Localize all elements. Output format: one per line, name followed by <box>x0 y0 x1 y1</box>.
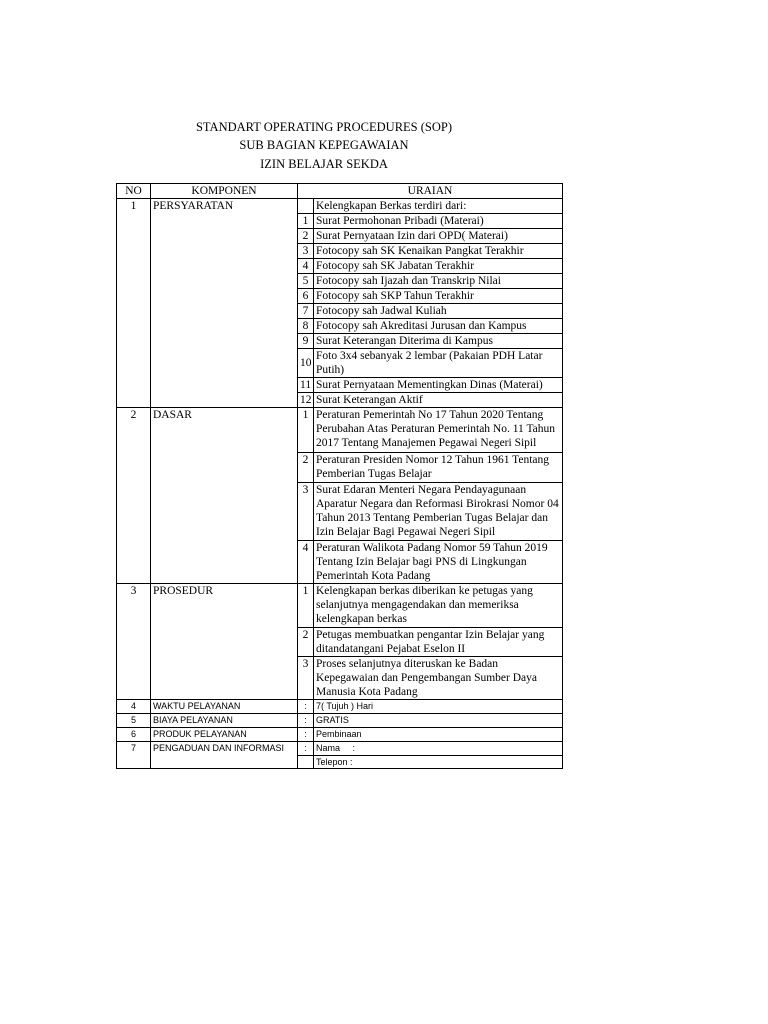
item-text: Surat Keterangan Diterima di Kampus <box>314 334 563 349</box>
document-subject: IZIN BELAJAR SEKDA <box>260 157 388 171</box>
row-number: 5 <box>117 714 151 728</box>
row-komponen: PERSYARATAN <box>151 199 298 408</box>
table-row <box>117 199 563 214</box>
item-number: 1 <box>298 408 314 453</box>
table-row <box>117 742 563 756</box>
row-komponen: DASAR <box>151 408 298 584</box>
item-number: 3 <box>298 483 314 541</box>
row-value: Telepon : <box>314 755 563 769</box>
item-text: Surat Pernyataan Mementingkan Dinas (Materai) <box>314 378 563 393</box>
table-row <box>117 714 563 728</box>
item-text: Fotocopy sah Akreditasi Jurusan dan Kampus <box>314 319 563 334</box>
item-number: 7 <box>298 304 314 319</box>
row-komponen: BIAYA PELAYANAN <box>151 714 298 728</box>
sop-table <box>116 183 563 769</box>
item-text: Surat Permohonan Pribadi (Materai) <box>314 214 563 229</box>
row-value: GRATIS <box>314 714 563 728</box>
header-uraian: URAIAN <box>298 184 563 199</box>
row-value: Nama : <box>314 742 563 756</box>
row-number: 7 <box>117 742 151 769</box>
item-text: Foto 3x4 sebanyak 2 lembar (Pakaian PDH Latar Putih) <box>314 349 563 378</box>
row-number: 2 <box>117 408 151 584</box>
item-text: Fotocopy sah SKP Tahun Terakhir <box>314 289 563 304</box>
item-text: Peraturan Presiden Nomor 12 Tahun 1961 Tentang Pemberian Tugas Belajar <box>314 453 563 483</box>
row-separator: : <box>298 714 314 728</box>
item-text: Surat Pernyataan Izin dari OPD( Materai) <box>314 229 563 244</box>
table-row <box>117 728 563 742</box>
row-number: 4 <box>117 700 151 714</box>
item-number: 2 <box>298 628 314 657</box>
item-text: Fotocopy sah Ijazah dan Transkrip Nilai <box>314 274 563 289</box>
row-separator: : <box>298 700 314 714</box>
row-number: 1 <box>117 199 151 408</box>
item-text: Peraturan Pemerintah No 17 Tahun 2020 Tentang Perubahan Atas Peraturan Pemerintah No. 11 Tahun 2017 Tentang Manajemen Pegawai Negeri Sipil <box>314 408 563 453</box>
item-text: Kelengkapan berkas diberikan ke petugas yang selanjutnya mengagendakan dan memeriksa kelengkapan berkas <box>314 584 563 628</box>
row-separator: : <box>298 728 314 742</box>
row-komponen: PENGADUAN DAN INFORMASI <box>151 742 298 769</box>
item-number: 5 <box>298 274 314 289</box>
item-text: Surat Edaran Menteri Negara Pendayagunaan Aparatur Negara dan Reformasi Birokrasi Nomor 04 Tahun 2013 Tentang Pemberian Tugas Belajar dan Izin Belajar Bagi Pegawai Negeri Sipil <box>314 483 563 541</box>
item-number: 6 <box>298 289 314 304</box>
item-number: 12 <box>298 393 314 408</box>
row-komponen: PROSEDUR <box>151 584 298 700</box>
row-value: 7( Tujuh ) Hari <box>314 700 563 714</box>
row-number: 3 <box>117 584 151 700</box>
item-number: 3 <box>298 244 314 259</box>
table-row <box>117 700 563 714</box>
row-number: 6 <box>117 728 151 742</box>
row-separator <box>298 755 314 769</box>
item-number: 11 <box>298 378 314 393</box>
item-number: 1 <box>298 584 314 628</box>
item-text: Fotocopy sah SK Jabatan Terakhir <box>314 259 563 274</box>
item-text: Petugas membuatkan pengantar Izin Belajar yang ditandatangani Pejabat Eselon II <box>314 628 563 657</box>
item-number <box>298 199 314 214</box>
document-title: STANDART OPERATING PROCEDURES (SOP) <box>195 120 453 134</box>
item-number: 1 <box>298 214 314 229</box>
item-text: Proses selanjutnya diteruskan ke Badan Kepegawaian dan Pengembangan Sumber Daya Manusia Kota Padang <box>314 657 563 700</box>
header-no: NO <box>117 184 151 199</box>
item-number: 4 <box>298 259 314 274</box>
row-komponen: WAKTU PELAYANAN <box>151 700 298 714</box>
item-number: 10 <box>298 349 314 378</box>
item-number: 2 <box>298 453 314 483</box>
item-number: 8 <box>298 319 314 334</box>
row-komponen: PRODUK PELAYANAN <box>151 728 298 742</box>
table-header-row <box>117 184 563 199</box>
list-item <box>117 584 563 628</box>
row-value: Pembinaan <box>314 728 563 742</box>
document-subtitle: SUB BAGIAN KEPEGAWAIAN <box>239 138 409 152</box>
item-number: 9 <box>298 334 314 349</box>
header-komponen: KOMPONEN <box>151 184 298 199</box>
item-number: 2 <box>298 229 314 244</box>
item-text: Peraturan Walikota Padang Nomor 59 Tahun 2019 Tentang Izin Belajar bagi PNS di Lingkungan Pemerintah Kota Padang <box>314 541 563 584</box>
item-text: Surat Keterangan Aktif <box>314 393 563 408</box>
item-text: Fotocopy sah SK Kenaikan Pangkat Terakhir <box>314 244 563 259</box>
row-separator: : <box>298 742 314 756</box>
item-text: Fotocopy sah Jadwal Kuliah <box>314 304 563 319</box>
item-number: 3 <box>298 657 314 700</box>
list-item <box>117 408 563 453</box>
item-text: Kelengkapan Berkas terdiri dari: <box>314 199 563 214</box>
item-number: 4 <box>298 541 314 584</box>
